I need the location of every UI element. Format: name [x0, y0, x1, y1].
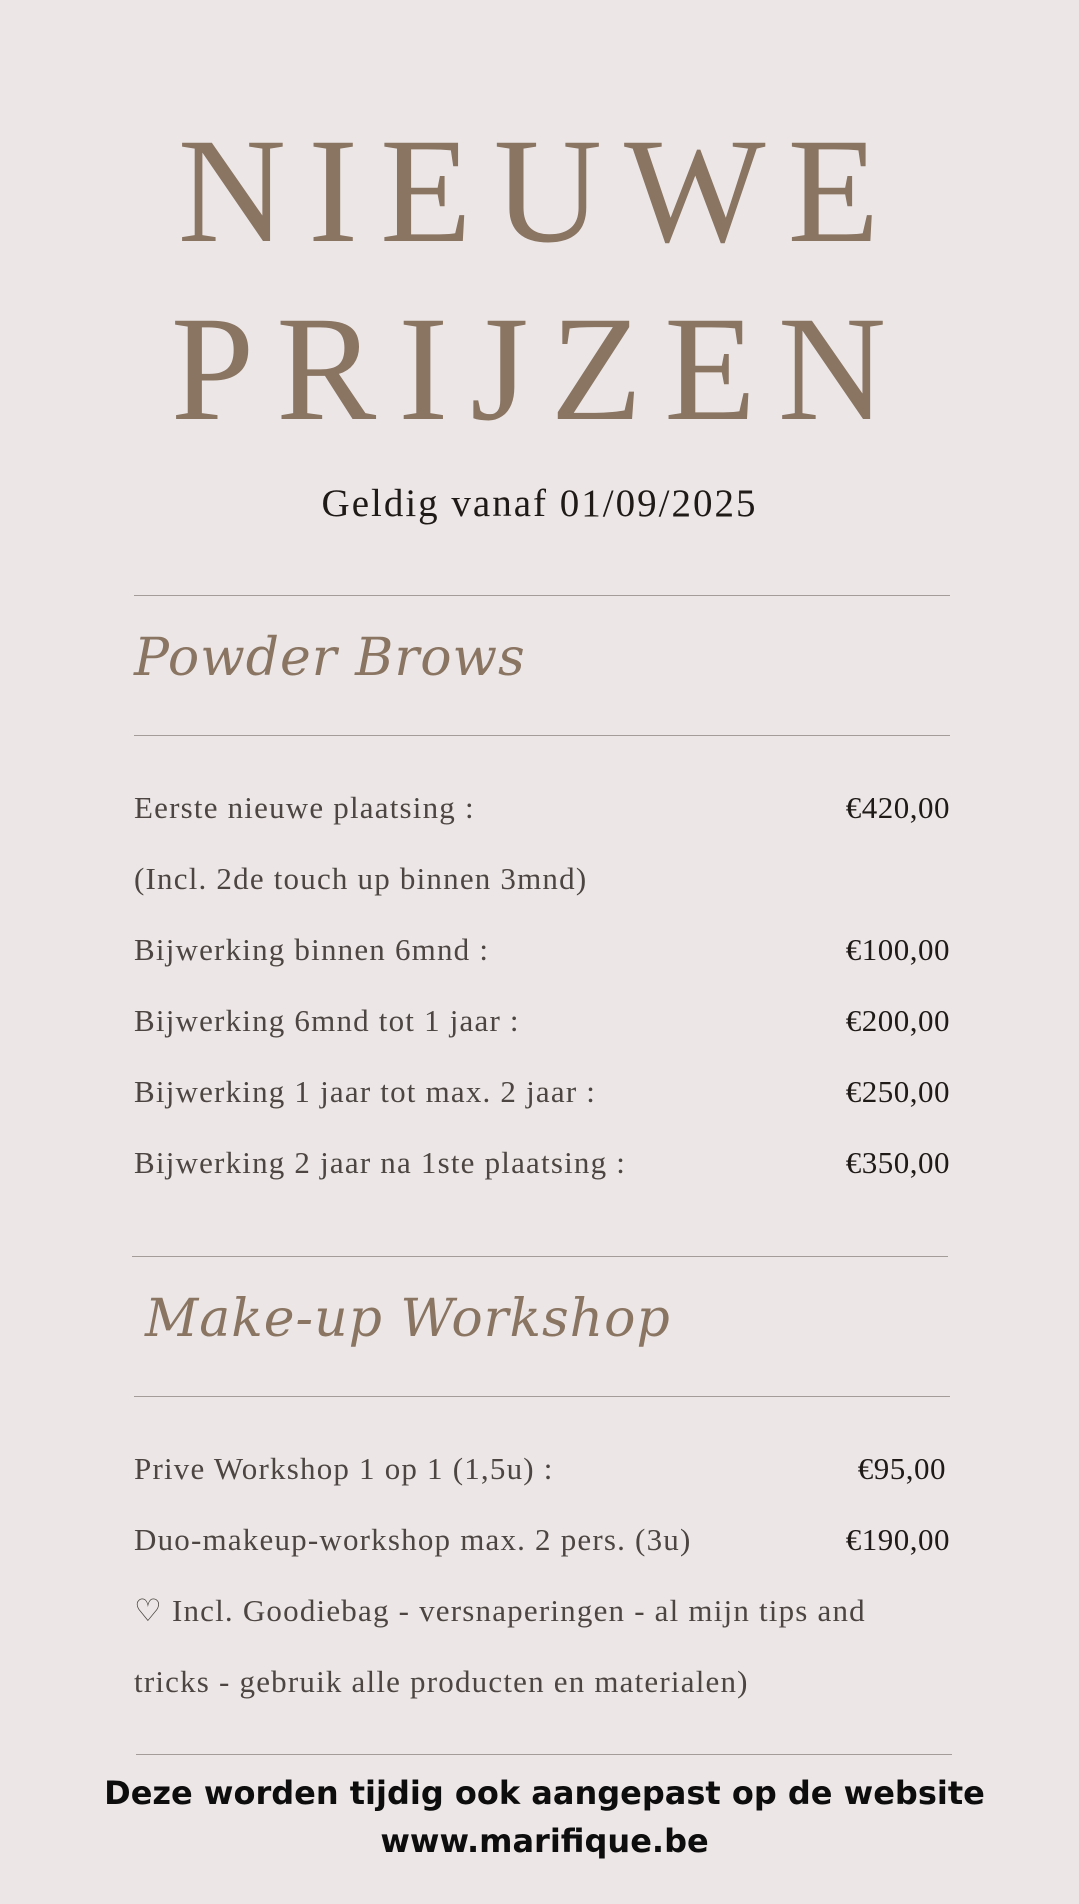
price-row-label: Prive Workshop 1 op 1 (1,5u) :: [134, 1451, 554, 1486]
price-row: [134, 790, 950, 826]
price-row: [134, 1451, 946, 1487]
footer-website: www.marifique.be: [380, 1822, 709, 1860]
page-title-line-1: NIEUWE: [177, 108, 902, 274]
price-row-label: Bijwerking 6mnd tot 1 jaar :: [134, 1003, 520, 1038]
price-row-label: Bijwerking 2 jaar na 1ste plaatsing :: [134, 1145, 627, 1180]
price-row-value: €100,00: [845, 932, 950, 967]
price-row-value: €350,00: [845, 1145, 950, 1180]
price-row-value: €190,00: [845, 1522, 950, 1557]
divider: [134, 735, 950, 736]
price-row: [134, 1003, 950, 1039]
price-row-note: [134, 861, 950, 897]
price-row: [134, 932, 950, 968]
price-row-label: Bijwerking binnen 6mnd :: [134, 932, 490, 967]
section-title-makeup-workshop: Make-up Workshop: [145, 1289, 671, 1349]
divider: [134, 595, 950, 596]
price-row: [134, 1522, 950, 1558]
divider: [136, 1754, 952, 1755]
price-row-value: €250,00: [845, 1074, 950, 1109]
workshop-includes-note: ♡ Incl. Goodiebag - versnaperingen - al mijn tips and: [134, 1593, 866, 1628]
price-row-label: (Incl. 2de touch up binnen 3mnd): [134, 861, 588, 896]
valid-from-date: Geldig vanaf 01/09/2025: [321, 482, 758, 525]
price-row-label: Bijwerking 1 jaar tot max. 2 jaar :: [134, 1074, 597, 1109]
price-row-label: Eerste nieuwe plaatsing :: [134, 790, 475, 825]
price-row-label: Duo-makeup-workshop max. 2 pers. (3u): [134, 1522, 692, 1557]
divider: [132, 1256, 948, 1257]
price-row-value: €420,00: [845, 790, 950, 825]
price-row: [134, 1074, 950, 1110]
price-row: [134, 1145, 950, 1181]
workshop-includes-note: tricks - gebruik alle producten en materialen): [134, 1664, 749, 1699]
section-title-powder-brows: Powder Brows: [134, 628, 526, 688]
page-title-line-2: PRIJZEN: [170, 286, 909, 452]
footer-notice: Deze worden tijdig ook aangepast op de website: [104, 1774, 985, 1812]
price-row-value: €95,00: [857, 1451, 946, 1486]
price-row-value: €200,00: [845, 1003, 950, 1038]
divider: [134, 1396, 950, 1397]
